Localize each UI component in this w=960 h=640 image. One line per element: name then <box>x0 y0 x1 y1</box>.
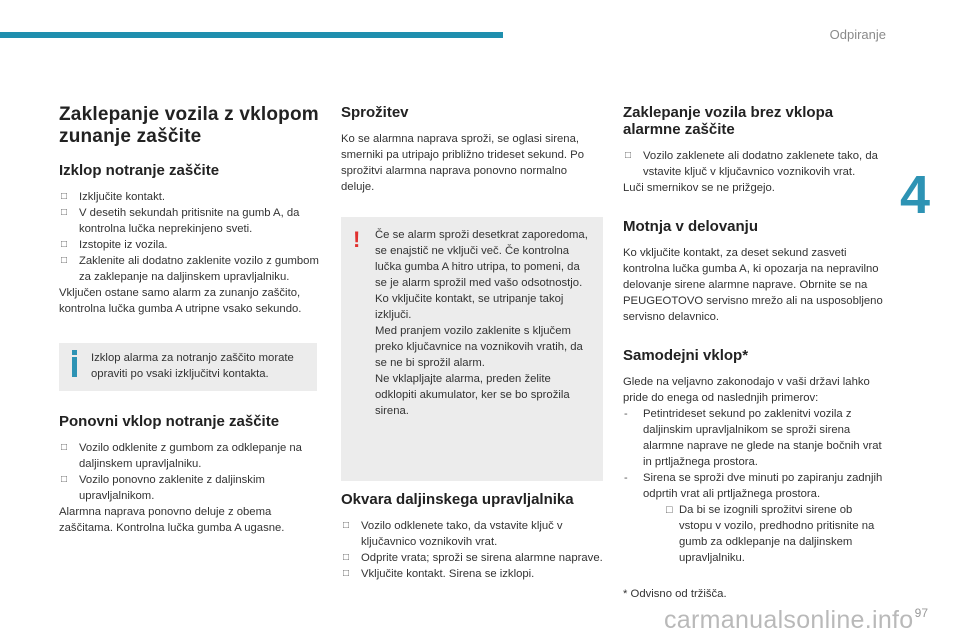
section-heading-interior-on: Ponovni vklop notranje zaščite <box>59 413 280 430</box>
steps-list <box>623 148 885 180</box>
section-heading-auto-arm: Samodejni vklop* <box>623 347 749 364</box>
column-2 <box>341 100 603 582</box>
checkbox-bullet-icon: □ <box>343 552 350 563</box>
list-item: - Petintrideset sekund po zaklenitvi vozila z daljinskim upravljalnikom se sproži sirena alarmne naprave ne glede na stanje bočnih vrat in prtljažnega prostora. <box>624 408 882 468</box>
warning-text: Med pranjem vozilo zaklenite s ključem preko ključavnice na voznikovih vratih, da se ne bi sprožil alarm. <box>375 325 583 369</box>
page-number: 97 <box>914 606 928 620</box>
list-item: □ Izključite kontakt. <box>61 191 166 203</box>
steps-list <box>59 189 321 285</box>
list-item: □ V desetih sekundah pritisnite na gumb A, da kontrolna lučka neprekinjeno sveti. <box>61 207 300 235</box>
dash-list <box>623 406 885 566</box>
list-item: □ Vozilo zaklenete ali dodatno zaklenete tako, da vstavite ključ v ključavnico voznikovih vrat. <box>625 150 878 178</box>
list-item: □ Vozilo odklenite z gumbom za odklepanje na daljinskem upravljalniku. <box>61 442 302 470</box>
warning-text: Ne vklapljajte alarma, preden želite odklopiti akumulator, ker se bo sprožila sirena. <box>375 373 570 417</box>
checkbox-bullet-icon: □ <box>61 474 68 485</box>
checkbox-bullet-icon: □ <box>343 520 350 531</box>
section-heading-trigger: Sprožitev <box>341 104 409 121</box>
paragraph: Glede na veljavno zakonodajo v vaši državi lahko pride do enega od naslednjih primerov: <box>623 376 870 404</box>
warning-icon: ! <box>353 227 361 252</box>
section-heading-remote-failure: Okvara daljinskega upravljalnika <box>341 491 574 508</box>
info-box <box>59 343 317 391</box>
sub-list <box>643 502 885 566</box>
info-icon <box>71 350 77 377</box>
list-item: □ Vozilo odklenete tako, da vstavite ključ v ključavnico voznikovih vrat. <box>343 520 563 548</box>
list-item: □ Zaklenite ali dodatno zaklenite vozilo z gumbom za zaklepanje na daljinskem upravljalniku. <box>61 255 319 283</box>
checkbox-bullet-icon: □ <box>666 504 673 516</box>
warning-box <box>341 217 603 481</box>
paragraph: Vključen ostane samo alarm za zunanjo zaščito, kontrolna lučka gumba A utripne vsako sekundo. <box>59 287 302 315</box>
checkbox-bullet-icon: □ <box>61 191 68 202</box>
section-heading-interior-off: Izklop notranje zaščite <box>59 162 220 179</box>
header-accent-bar <box>0 32 503 38</box>
column-3 <box>623 100 885 602</box>
list-item: □ Vozilo ponovno zaklenite z daljinskim upravljalnikom. <box>61 474 265 502</box>
paragraph: Alarmna naprava ponovno deluje z obema zaščitama. Kontrolna lučka gumba A ugasne. <box>59 506 285 534</box>
section-title: Odpiranje <box>829 27 886 42</box>
section-heading-lock-without-alarm: Zaklepanje vozila brez vklopa alarmne zaščite <box>623 104 834 138</box>
section-heading-malfunction: Motnja v delovanju <box>623 218 759 235</box>
list-item: □ Odprite vrata; sproži se sirena alarmne naprave. <box>343 552 603 564</box>
paragraph: Luči smernikov se ne prižgejo. <box>623 182 775 194</box>
steps-list <box>59 440 321 504</box>
column-1 <box>59 100 321 536</box>
chapter-number: 4 <box>900 165 931 225</box>
checkbox-bullet-icon: □ <box>625 150 632 161</box>
main-title: Zaklepanje vozila z vklopom zunanje zaščite <box>59 104 319 147</box>
list-item: □ Izstopite iz vozila. <box>61 239 168 251</box>
checkbox-bullet-icon: □ <box>343 568 350 579</box>
checkbox-bullet-icon: □ <box>61 239 68 250</box>
checkbox-bullet-icon: □ <box>61 207 68 218</box>
list-item: □ Vključite kontakt. Sirena se izklopi. <box>343 568 535 580</box>
watermark: carmanualsonline.info <box>664 606 914 634</box>
list-item: □ Da bi se izognili sprožitvi sirene ob vstopu v vozilo, predhodno pritisnite na gumb za odklepanje na daljinskem upravljalniku. <box>666 504 875 564</box>
steps-list <box>341 518 603 582</box>
list-item: - Sirena se sproži dve minuti po zapiranju zadnjih odprtih vrat ali prtljažnega prostora. □ Da bi se izognili sprožitvi sirene ob vstopu v vozilo, predhodno pritisnite na gumb za odklepanje na daljinskem upravljalniku. <box>623 470 885 566</box>
info-text: Izklop alarma za notranjo zaščito morate opraviti po vsaki izključitvi kontakta. <box>91 352 294 380</box>
checkbox-bullet-icon: □ <box>61 255 68 266</box>
warning-text: Če se alarm sproži desetkrat zaporedoma, se enajstič ne vključi več. Če kontrolna lučka gumba A hitro utripa, to pomeni, da se je alarm sprožil med vašo odsotnostjo. Ko vključite kontakt, se utripanje takoj izključi. <box>375 229 588 321</box>
paragraph: Ko se alarmna naprava sproži, se oglasi sirena, smerniki pa utripajo približno trideset sekund. Po sprožitvi alarmna naprava ponovno normalno deluje. <box>341 133 585 193</box>
footnote: * Odvisno od tržišča. <box>623 588 727 600</box>
checkbox-bullet-icon: □ <box>61 442 68 453</box>
paragraph: Ko vključite kontakt, za deset sekund zasveti kontrolna lučka gumba A, ki opozarja na nepravilno delovanje sirene alarmne naprave. Obrnite se na PEUGEOTOVO servisno mrežo ali na usposobljeno servisno delavnico. <box>623 247 883 323</box>
